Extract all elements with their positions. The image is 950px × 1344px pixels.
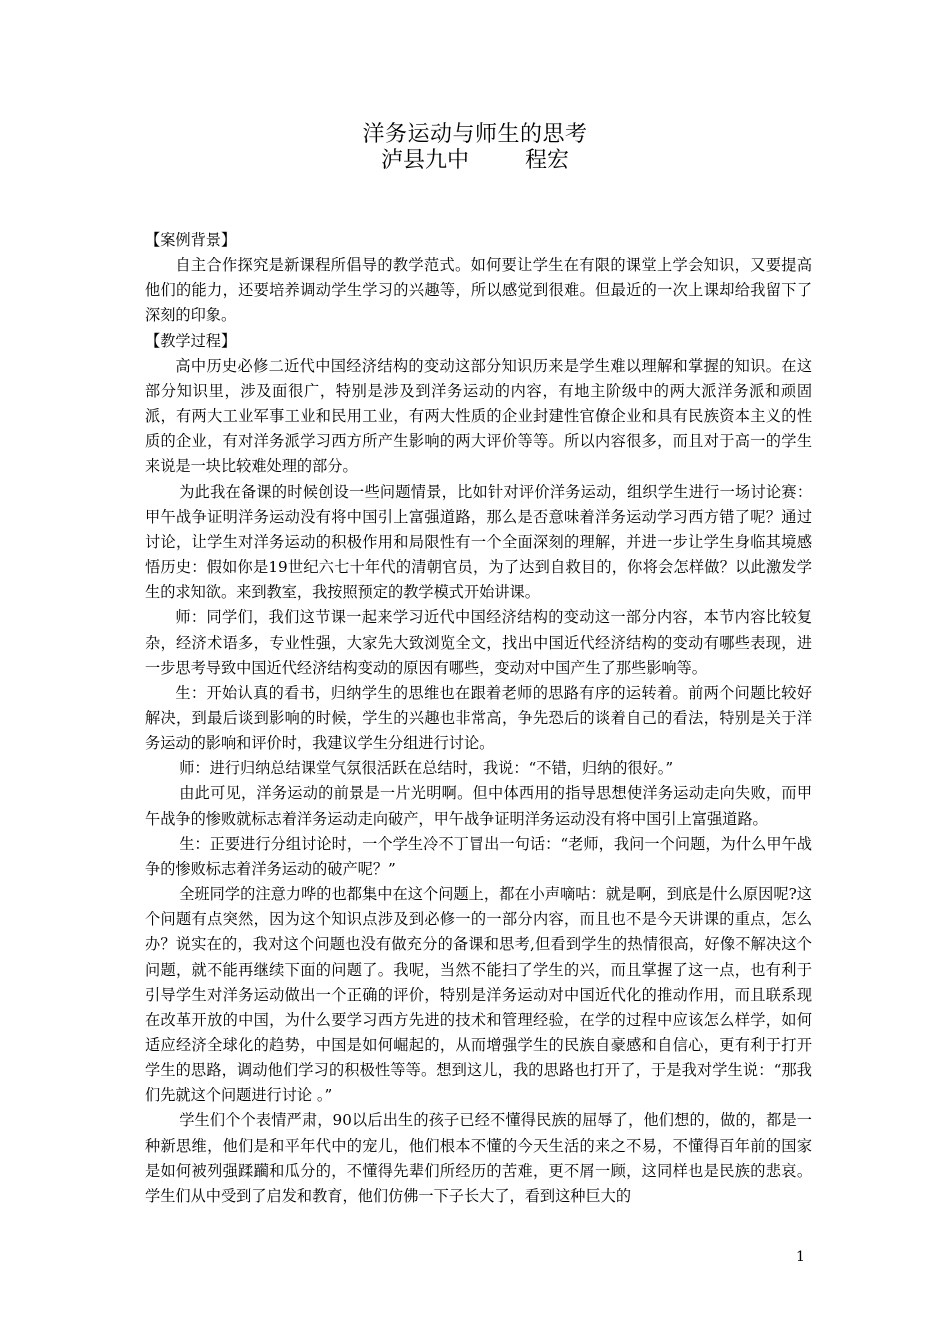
document-title: 洋务运动与师生的思考 (362, 122, 588, 147)
body-text (145, 228, 812, 1209)
paragraph: 自主合作探究是新课程所倡导的教学范式。如何要让学生在有限的课堂上学会知识，又要提高他们的能力，还要培养调动学生学习的兴趣等，所以感觉到很难。但最近的一次上课却给我留下了深刻的印象。 (145, 256, 812, 325)
paragraph: 全班同学的注意力哗的也都集中在这个问题上，都在小声嘀咕：就是啊，到底是什么原因呢?这个问题有点突然，因为这个知识点涉及到必修一的一部分内容，而且也不是今天讲课的重点，怎么办？说实在的，我对这个问题也没有做充分的备课和思考,但看到学生的热情很高，好像不解决这个问题，就不能再继续下面的问题了。我呢，当然不能扫了学生的兴，而且掌握了这一点，也有利于引导学生对洋务运动做出一个正确的评价，特别是洋务运动对中国近代化的推动作用，而且联系现在改革开放的中国，为什么要学习西方先进的技术和管理经验，在学的过程中应该怎么样学，如何适应经济全球化的趋势，中国是如何崛起的，从而增强学生的民族自豪感和自信心，更有利于打开学生的思路，调动他们学习的积极性等等。想到这儿，我的思路也打开了，于是我对学生说：“那我们先就这个问题进行讨论 。” (145, 885, 812, 1105)
title-block (0, 122, 950, 174)
page-number: 1 (796, 1249, 805, 1265)
paragraph: 高中历史必修二近代中国经济结构的变动这部分知识历来是学生难以理解和掌握的知识。在这部分知识里，涉及面很广，特别是涉及到洋务运动的内容，有地主阶级中的两大派洋务派和顽固派，有两大工业军事工业和民用工业，有两大性质的企业封建性官僚企业和具有民族资本主义的性质的企业，有对洋务派学习西方所产生影响的两大评价等等。所以内容很多，而且对于高一的学生来说是一块比较难处理的部分。 (145, 356, 812, 476)
paragraph: 学生们个个表情严肃，90以后出生的孩子已经不懂得民族的屈辱了，他们想的，做的，都是一种新思维，他们是和平年代中的宠儿，他们根本不懂的今天生活的来之不易，不懂得百年前的国家是如何被列强蹂躏和瓜分的，不懂得先辈们所经历的苦难，更不屑一顾，这同样也是民族的悲哀。学生们从中受到了启发和教育，他们仿佛一下子长大了，看到这种巨大的 (145, 1111, 812, 1205)
paragraph: 生：正要进行分组讨论时，一个学生冷不丁冒出一句话：“老师，我问一个问题，为什么甲午战争的惨败标志着洋务运动的破产呢？” (145, 834, 812, 878)
paragraph: 生：开始认真的看书，归纳学生的思维也在跟着老师的思路有序的运转着。前两个问题比较好解决，到最后谈到影响的时候，学生的兴趣也非常高，争先恐后的谈着自己的看法，特别是关于洋务运动的影响和评价时，我建议学生分组进行讨论。 (145, 683, 812, 753)
paragraph: 师：进行归纳总结课堂气氛很活跃在总结时，我说：“不错，归纳的很好。” (179, 759, 674, 778)
paragraph: 为此我在备课的时候创设一些问题情景，比如针对评价洋务运动，组织学生进行一场讨论赛：甲午战争证明洋务运动没有将中国引上富强道路，那么是否意味着洋务运动学习西方错了呢？通过讨论，让学生对洋务运动的积极作用和局限性有一个全面深刻的理解，并进一步让学生身临其境感悟历史：假如你是19世纪六七十年代的清朝官员，为了达到自救目的，你将会怎样做？以此激发学生的求知欲。来到教室，我按照预定的教学模式开始讲课。 (145, 482, 812, 602)
author-line: 泸县九中 程宏 (381, 148, 569, 173)
section-heading-process: 【教学过程】 (145, 331, 237, 350)
section-heading-background: 【案例背景】 (145, 231, 237, 249)
paragraph: 由此可见，洋务运动的前景是一片光明啊。但中体西用的指导思想使洋务运动走向失败，而甲午战争的惨败就标志着洋务运动走向破产，甲午战争证明洋务运动没有将中国引上富强道路。 (145, 784, 812, 828)
paragraph: 师：同学们，我们这节课一起来学习近代中国经济结构的变动这一部分内容，本节内容比较复杂，经济术语多，专业性强，大家先大致浏览全文，找出中国近代经济结构的变动有哪些表现，进一步思考导致中国近代经济结构变动的原因有哪些，变动对中国产生了那些影响等。 (145, 608, 812, 677)
